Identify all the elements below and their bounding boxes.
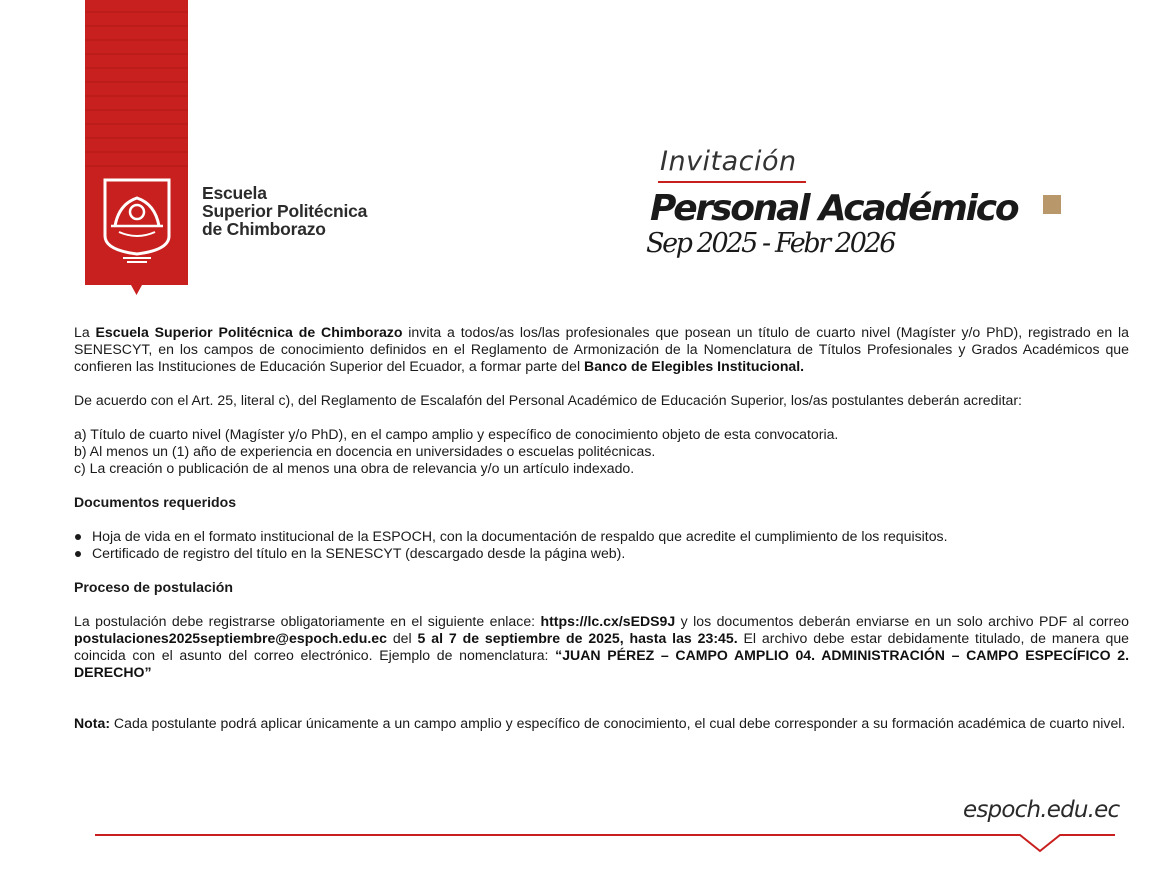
nomenclature-example: “JUAN PÉREZ – CAMPO AMPLIO 04. ADMINISTRACIÓN – CAMPO ESPECÍFICO 2. DERECHO” [74,647,1129,680]
period-label: Sep 2025 - Febr 2026 [646,228,895,259]
process-heading: Proceso de postulación [74,579,233,595]
doc-item-certificate: Certificado de registro del título en la SENESCYT (descargado desde la página web). [92,545,626,561]
process-text-4: El archivo debe estar debidamente titulado, de manera que coincida con el asunto del correo electrónico. Ejemplo de nomenclatura: [74,630,1130,663]
body-content [74,324,1129,732]
requirement-c: c) La creación o publicación de al menos una obra de relevancia y/o un artículo indexado. [74,460,635,476]
note-text: Cada postulante podrá aplicar únicamente a un campo amplio y específico de conocimiento, el cual debe corresponder a su formación académica de cuarto nivel. [110,715,1126,731]
docs-list [74,528,1129,562]
requirement-a: a) Título de cuarto nivel (Magíster y/o PhD), en el campo amplio y específico de conocimiento objeto de esta convocatoria. [74,426,839,442]
footer-rule [95,825,1115,855]
intro-text-1: La [74,324,96,340]
note-paragraph [74,715,1129,732]
invitation-underline [658,181,806,183]
intro-text-2: invita a todos/as los/las profesionales que posean un título de cuarto nivel (Magíster y/o PhD), registrado en la SENESCYT, en los campos de conocimiento definidos en el Reglamento de Armonización de la Nomenclatura de Títulos Profesionales y Grados Académicos que confieren las Instituciones de Educación Superior del Ecuador, a formar parte del [74,324,1130,374]
brand-banner [85,0,188,296]
process-text-3: del [386,630,418,646]
requirements-list [74,426,1129,477]
application-dates: 5 al 7 de septiembre de 2025, hasta las 23:45. [417,630,738,646]
institution-name [202,184,367,238]
institution-line1: Escuela [202,183,267,203]
institution-line2: Superior Politécnica [202,201,368,221]
intro-paragraph [74,324,1129,375]
list-item [74,545,1129,562]
requirement-b: b) Al menos un (1) año de experiencia en docencia en universidades o escuelas politécnicas. [74,443,656,459]
intro-institution: Escuela Superior Politécnica de Chimborazo [95,324,403,340]
invitation-label: Invitación [660,146,797,177]
doc-item-cv: Hoja de vida en el formato institucional de la ESPOCH, con la documentación de respaldo que acredite el cumplimiento de los requisitos. [92,528,948,544]
institution-line3: de Chimborazo [202,219,326,239]
intro-bank: Banco de Elegibles Institucional. [584,358,805,374]
according-paragraph: De acuerdo con el Art. 25, literal c), del Reglamento de Escalafón del Personal Académico de Educación Superior, los/as postulantes deberán acreditar: [74,392,1022,408]
bullet-icon [75,534,81,540]
note-label: Nota: [74,715,111,731]
application-link[interactable]: https://lc.cx/sEDS9J [540,613,676,629]
gold-accent-square [1043,195,1061,214]
process-text-2: y los documentos deberán enviarse en un solo archivo PDF al correo [675,613,1129,629]
website-link[interactable]: espoch.edu.ec [963,797,1120,823]
bullet-icon [75,551,81,557]
process-paragraph [74,613,1129,681]
process-text-1: La postulación debe registrarse obligatoriamente en el siguiente enlace: [74,613,541,629]
page-title: Personal Académico [650,188,1018,229]
docs-heading: Documentos requeridos [74,494,237,510]
application-email[interactable]: postulaciones2025septiembre@espoch.edu.ec [74,630,387,646]
list-item [74,528,1129,545]
